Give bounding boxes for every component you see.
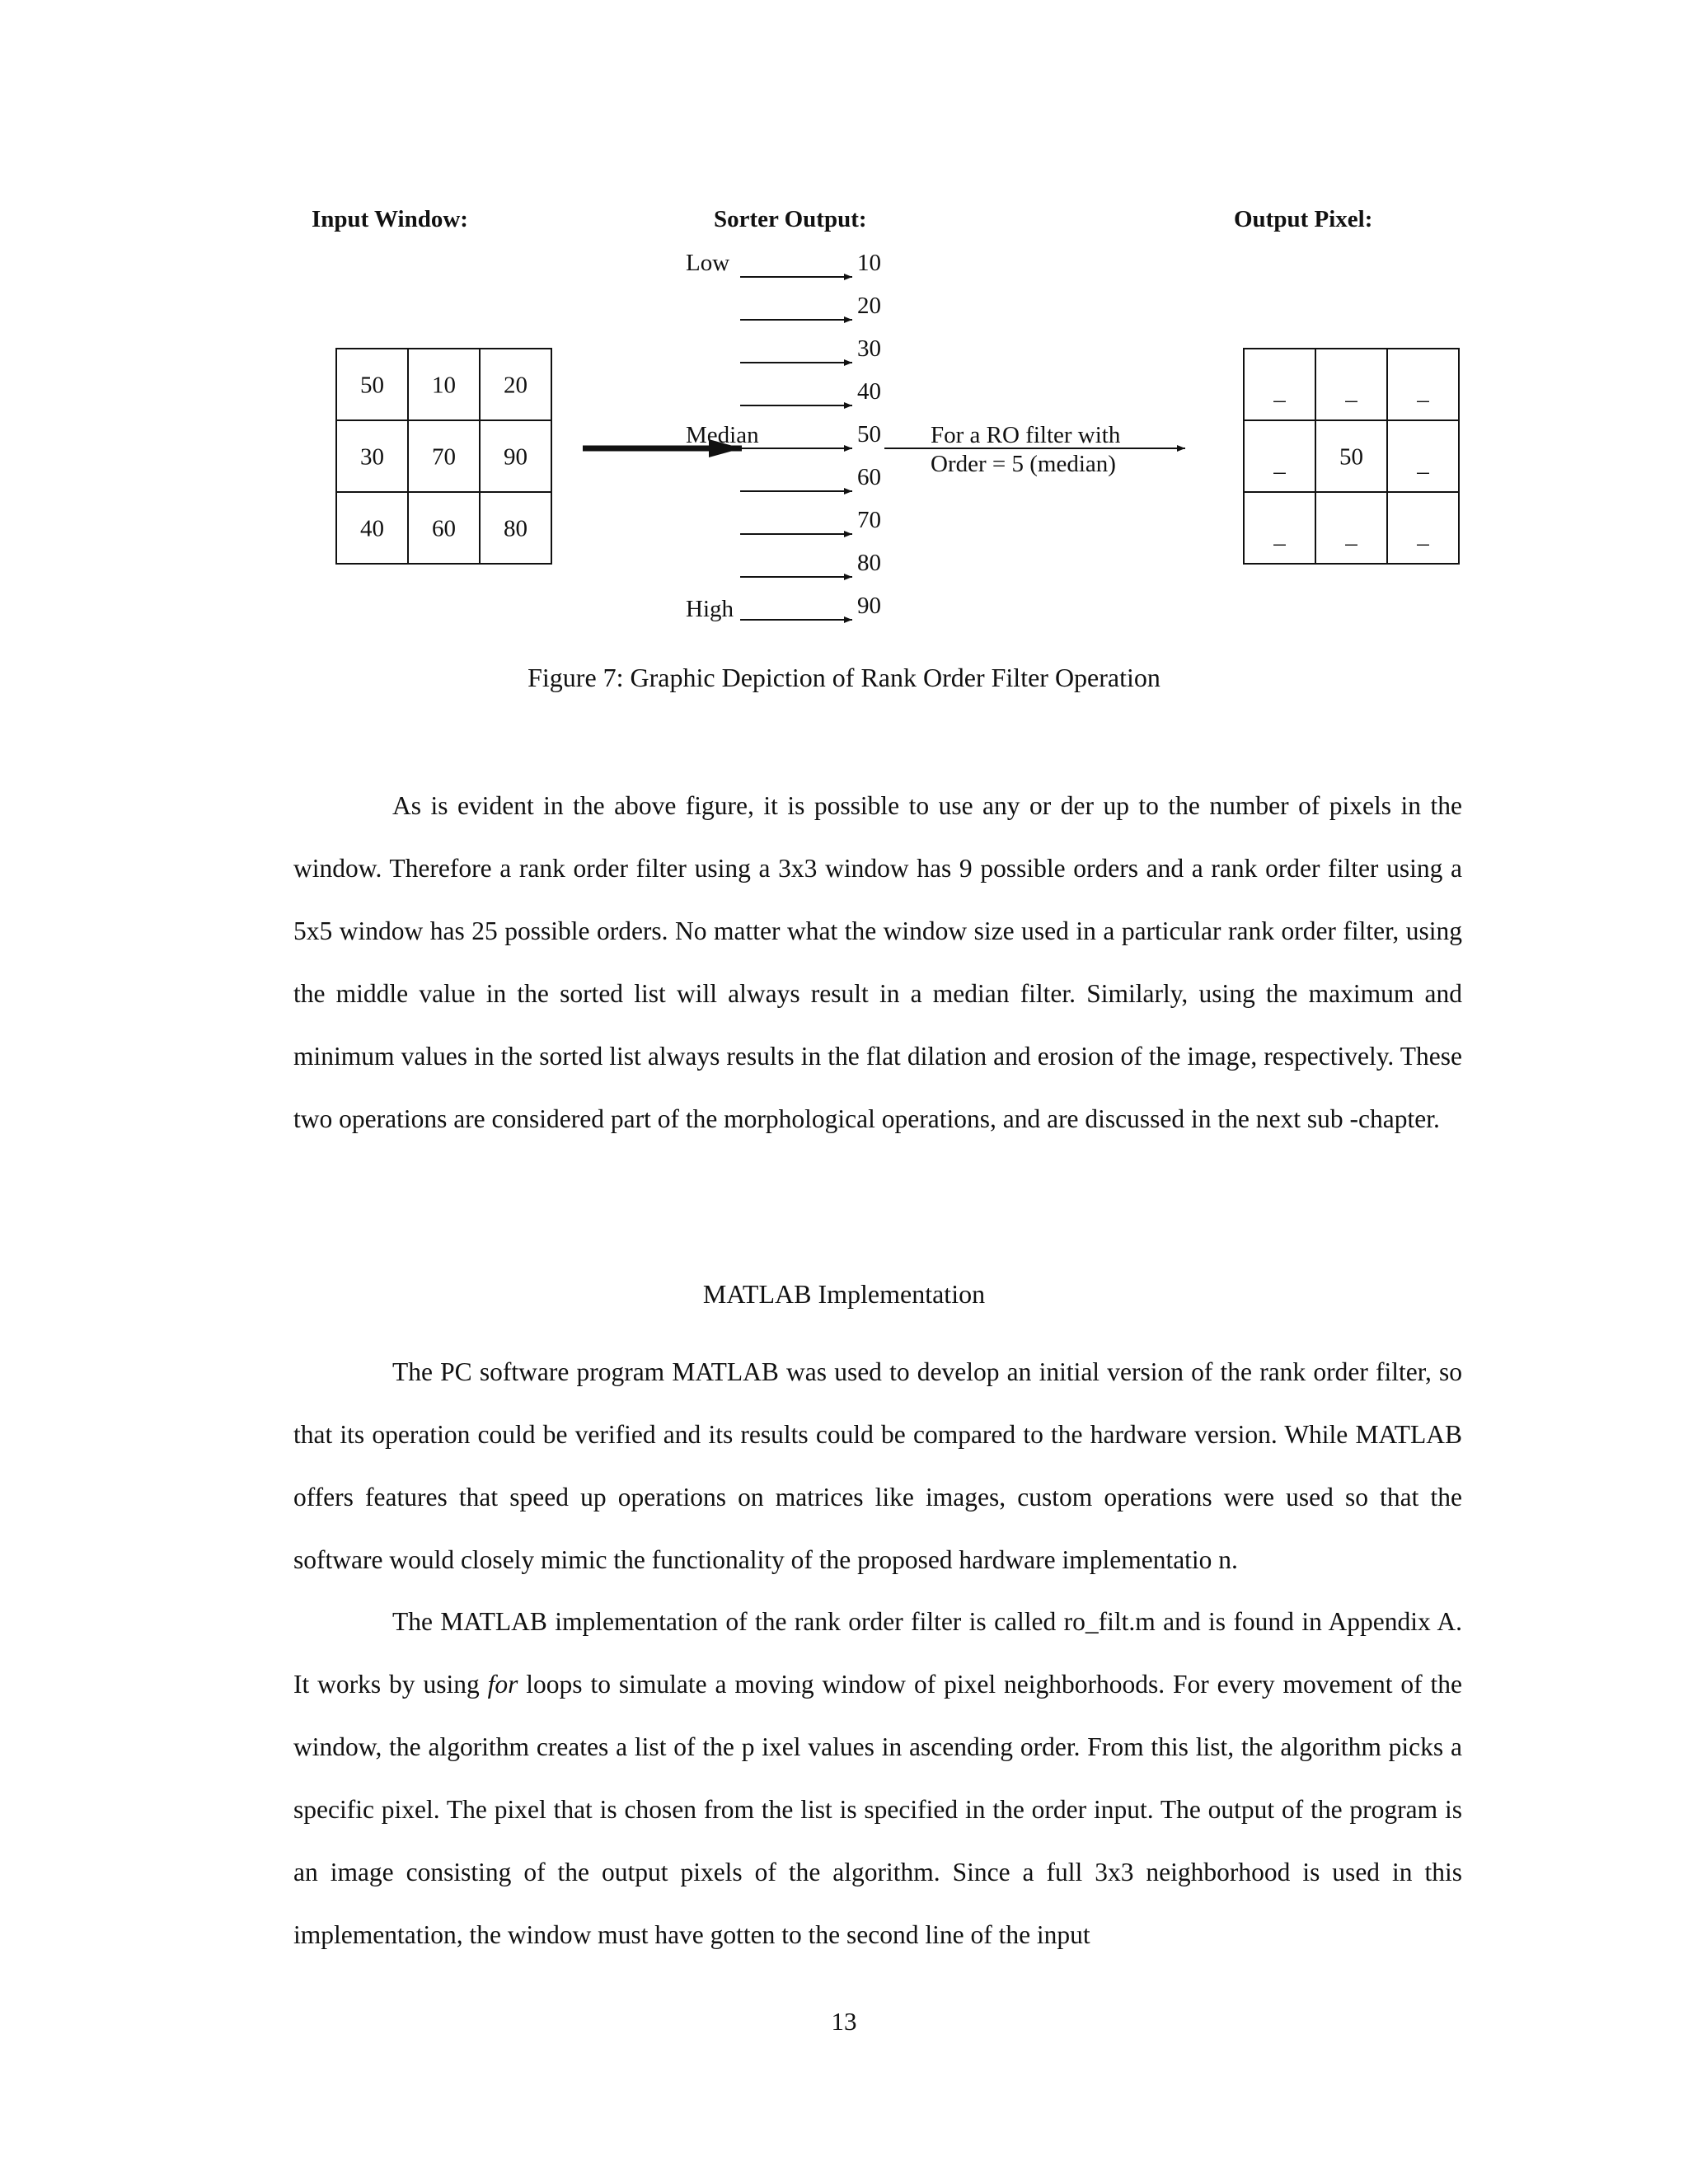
output-window-grid xyxy=(1244,349,1459,564)
sorted-value: 30 xyxy=(857,335,881,362)
output-window-cell-value: _ xyxy=(1273,450,1286,477)
low-label: Low xyxy=(686,250,730,276)
input-window-grid xyxy=(336,349,551,564)
output-window-cell-value: _ xyxy=(1417,450,1429,477)
input-window-cell-value: 50 xyxy=(360,372,384,399)
sorter-output-header: Sorter Output: xyxy=(714,206,867,232)
body-paragraph-3 xyxy=(293,1591,1462,1966)
for-keyword: for xyxy=(487,1670,518,1699)
sorted-value: 40 xyxy=(857,378,881,405)
output-pixel-header: Output Pixel: xyxy=(1234,206,1373,232)
filter-note-line1: For a RO filter with xyxy=(931,422,1121,448)
sorted-value: 90 xyxy=(857,593,881,619)
body-paragraph-2: The PC software program MATLAB was used to develop an initial version of the rank order filter, so that its operation could be verified and its results could be compared to the hardware version. While MATLAB offers features that speed up operations on matrices like images, custom operations were used so that the software would closely mimic the functionality of the proposed hardware implementatio n. xyxy=(293,1357,1462,1574)
output-window-cell-value: _ xyxy=(1345,378,1357,405)
high-label: High xyxy=(686,596,734,622)
sorted-value: 50 xyxy=(857,421,881,448)
output-window-cell-value: _ xyxy=(1273,378,1286,405)
input-window-cell-value: 90 xyxy=(504,443,528,471)
sorted-value: 20 xyxy=(857,293,881,319)
input-window-cell-value: 70 xyxy=(432,443,456,471)
sorted-value: 70 xyxy=(857,507,881,533)
output-window-cell-value: _ xyxy=(1345,522,1357,549)
rank-order-filter-diagram xyxy=(0,0,1688,659)
input-window-cell-value: 30 xyxy=(360,443,384,471)
sorted-value: 80 xyxy=(857,550,881,576)
sorted-value: 10 xyxy=(857,250,881,276)
output-window-cell-value: _ xyxy=(1417,378,1429,405)
input-window-cell-value: 80 xyxy=(504,515,528,542)
page-number: 13 xyxy=(831,2007,857,2036)
body-paragraph-1: As is evident in the above figure, it is possible to use any or der up to the number of pixels in the window. Therefore a rank order filter using a 3x3 window has 9 possible orders and a rank order filter using a 5x5 window has 25 possible orders. No matter what the window size used in a particular rank order filter, using the middle value in the sorted list will always result in a median filter. Similarly, using the maximum and minimum values in the sorted list always results in the flat dilation and erosion of the image, respectively. These two operations are considered part of the morphological operations, and are discussed in the next sub -chapter. xyxy=(293,791,1462,1133)
filter-note-line2: Order = 5 (median) xyxy=(931,451,1116,477)
input-window-header: Input Window: xyxy=(312,206,468,232)
para3-text-end: loops to simulate a moving window of pixel neighborhoods. For every movement of the window, the algorithm creates a list of the p ixel values in ascending order. From this list, the algorithm picks a specific pixel. The pixel that is chosen from the list is specified in the order input. The output of the program is an image consisting of the output pixels of the algorithm. Since a full 3x3 neighborhood is used in this implementation, the window must have gotten to the second line of the input xyxy=(293,1670,1462,1949)
section-heading: MATLAB Implementation xyxy=(702,1279,986,1309)
output-window-cell-value: _ xyxy=(1417,522,1429,549)
figure-caption: Figure 7: Graphic Depiction of Rank Order Filter Operation xyxy=(528,663,1160,692)
sorted-value: 60 xyxy=(857,464,881,490)
input-window-cell-value: 60 xyxy=(432,515,456,542)
output-window-cell-value: _ xyxy=(1273,522,1286,549)
median-label: Median xyxy=(686,422,759,448)
input-window-cell-value: 20 xyxy=(504,372,528,399)
input-window-cell-value: 10 xyxy=(432,372,456,399)
para3-text-start: The MATLAB implementation of the rank order filter is called ro_filt.m and is found in Appendix A. It works by using xyxy=(293,1607,1462,1699)
input-window-cell-value: 40 xyxy=(360,515,384,542)
sorter-output-list xyxy=(740,250,881,620)
output-window-cell-value: 50 xyxy=(1339,443,1363,471)
